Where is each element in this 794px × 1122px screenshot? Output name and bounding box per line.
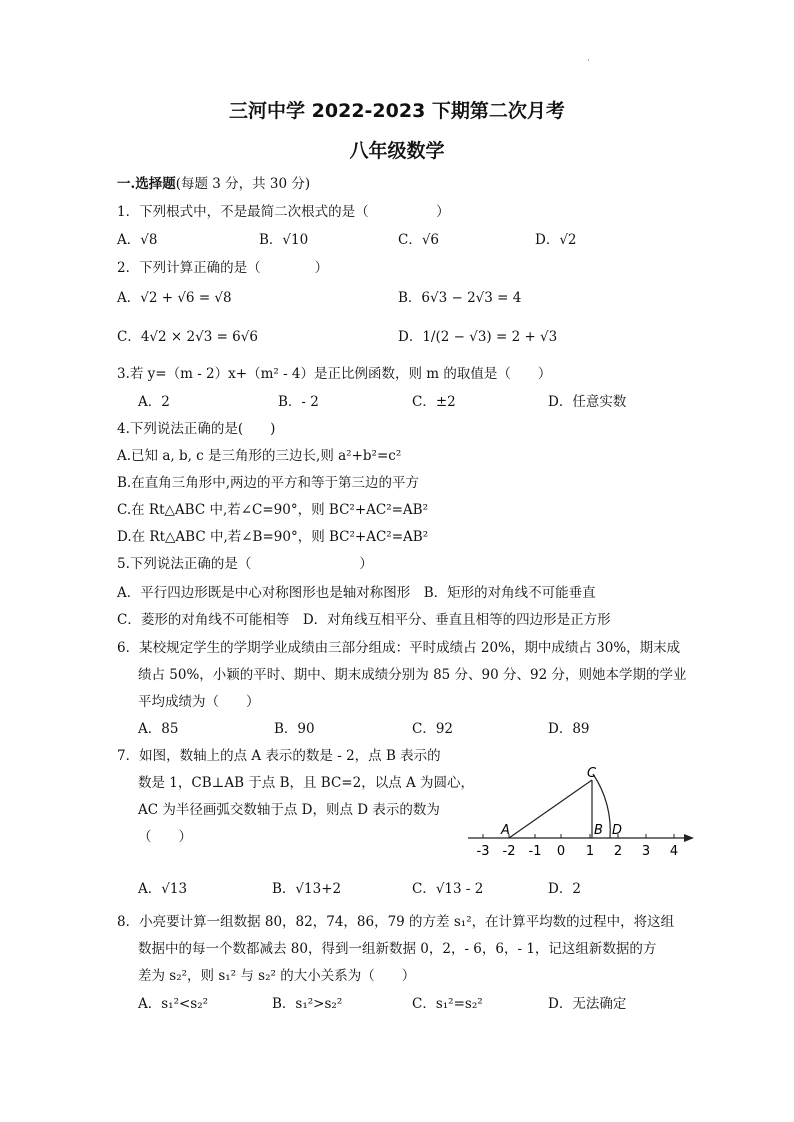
q5-options-cd: C．菱形的对角线不可能相等 D．对角线互相平分、垂直且相等的四边形是正方形 [117,612,611,628]
q8-option-b: B．s₁²>s₂² [272,996,343,1012]
page-title: 三河中学 2022-2023 下期第二次月考 [229,100,565,122]
q1-option-c: C．√6 [398,232,440,248]
q6-option-b: B．90 [274,721,315,737]
q6-line-2: 绩占 50%，小颖的平时、期中、期末成绩分别为 85 分、90 分、92 分，则她本学期的学业 [138,667,687,683]
q1-option-a: A．√8 [117,232,158,248]
axis-arrow [684,834,694,842]
tick-label: 3 [641,844,651,859]
q6-option-a: A．85 [138,721,179,737]
section-heading [117,176,310,192]
q3-stem: 3.若 y=（m - 2）x+（m² - 4）是正比例函数，则 m 的取值是（ ） [117,366,552,382]
q8-option-d: D．无法确定 [548,996,627,1012]
q7-line-3: AC 为半径画弧交数轴于点 D，则点 D 表示的数为 [138,802,440,818]
q1-option-b: B．√10 [259,232,309,248]
label-point-d: D [612,823,623,838]
q8-option-a: A．s₁²<s₂² [138,996,209,1012]
q8-line-1: 8．小亮要计算一组数据 80，82，74，86，79 的方差 s₁²，在计算平均数的过程中，将这组 [117,914,675,930]
q4-stem: 4.下列说法正确的是( ) [117,421,276,437]
q3-option-d: D．任意实数 [548,394,627,410]
q7-option-a: A．√13 [138,881,188,897]
q7-line-1: 7．如图，数轴上的点 A 表示的数是 - 2，点 B 表示的 [117,748,441,764]
label-point-c: C [587,766,597,781]
q7-option-d: D．2 [548,881,581,897]
tick-label: 4 [669,844,679,859]
page-subtitle: 八年级数学 [349,140,445,162]
number-line-figure [462,760,702,860]
q4-option-d: D.在 Rt△ABC 中,若∠B=90°，则 BC²+AC²=AB² [117,529,429,545]
q2-option-a: A．√2 + √6 = √8 [117,290,232,306]
q6-option-c: C．92 [412,721,454,737]
q1-option-d: D．√2 [535,232,577,248]
q4-option-b: B.在直角三角形中,两边的平方和等于第三边的平方 [117,475,420,491]
q5-options-ab: A．平行四边形既是中心对称图形也是轴对称图形 B．矩形的对角线不可能垂直 [117,585,596,601]
tick-label: 1 [585,844,595,859]
q3-option-c: C．±2 [412,394,456,410]
q7-option-b: B．√13+2 [272,881,342,897]
q3-option-a: A．2 [138,394,170,410]
label-point-b: B [594,823,603,838]
q8-line-2: 数据中的每一个数都减去 80，得到一组新数据 0，2，- 6，6，- 1，记这组新数据的方 [138,941,657,957]
q7-option-c: C．√13 - 2 [412,881,484,897]
q6-line-3: 平均成绩为（ ） [138,694,260,710]
q6-line-1: 6．某校规定学生的学期学业成绩由三部分组成：平时成绩占 20%，期中成绩占 30%，期末成 [117,640,681,656]
tick-label: -1 [528,844,542,859]
section-note: (每题 3 分，共 30 分) [175,176,311,192]
q2-option-d: D．1/(2 − √3) = 2 + √3 [398,329,558,345]
segment-ac [509,780,592,838]
tick-label: 0 [556,844,566,859]
q2-option-b: B．6√3 − 2√3 = 4 [398,290,522,306]
q1-stem: 1．下列根式中，不是最简二次根式的是（ ） [117,204,450,220]
q7-line-4: （ ） [138,829,192,845]
q7-line-2: 数是 1，CB⊥AB 于点 B，且 BC=2，以点 A 为圆心， [138,775,475,791]
q4-option-c: C.在 Rt△ABC 中,若∠C=90°，则 BC²+AC²=AB² [117,502,429,518]
tick-label: -3 [476,844,490,859]
q3-option-b: B．- 2 [278,394,319,410]
section-label: 一.选择题 [117,176,176,192]
q8-option-c: C．s₁²=s₂² [412,996,483,1012]
corner-dot: · [587,56,590,66]
q2-stem: 2．下列计算正确的是（ ） [117,260,329,276]
tick-label: -2 [502,844,516,859]
q6-option-d: D．89 [548,721,590,737]
q5-stem: 5.下列说法正确的是（ ） [117,556,373,572]
q2-option-c: C．4√2 × 2√3 = 6√6 [117,329,258,345]
tick-label: 2 [613,844,623,859]
q8-line-3: 差为 s₂²，则 s₁² 与 s₂² 的大小关系为（ ） [138,968,416,984]
label-point-a: A [501,823,510,838]
q4-option-a: A.已知 a, b, c 是三角形的三边长,则 a²+b²=c² [117,448,402,464]
